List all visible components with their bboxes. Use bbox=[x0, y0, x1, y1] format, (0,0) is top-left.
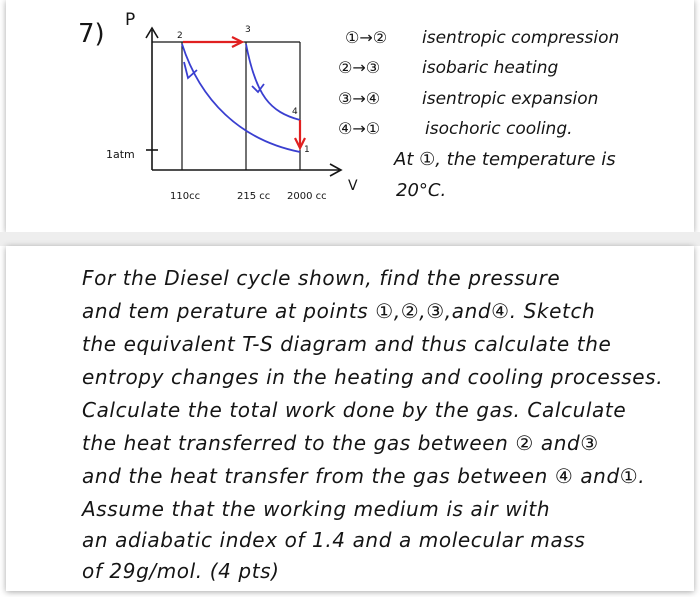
legend-2-3-points: ②→③ bbox=[338, 58, 381, 77]
process-legend bbox=[338, 28, 619, 139]
curve-1-2-isentropic-compression bbox=[182, 44, 300, 152]
legend-4-1-points: ④→① bbox=[338, 119, 381, 138]
problem-number: 7) bbox=[78, 19, 105, 49]
problem-line-6: the heat transferred to the gas between ② and③ bbox=[82, 431, 599, 455]
legend-3-4-points: ③→④ bbox=[338, 89, 381, 108]
volume-tick-2000: 2000 cc bbox=[287, 191, 327, 202]
point-label-1: 1 bbox=[304, 145, 310, 155]
point-label-4: 4 bbox=[292, 107, 298, 117]
note-line-2: 20°C. bbox=[396, 180, 447, 201]
problem-line-5: Calculate the total work done by the gas. Calculate bbox=[82, 398, 627, 422]
point-label-2: 2 bbox=[177, 31, 183, 41]
problem-line-2: and tem perature at points ①,②,③,and④. Sketch bbox=[82, 299, 596, 323]
v-axis-label: V bbox=[348, 178, 358, 194]
problem-line-8: Assume that the working medium is air with bbox=[82, 497, 551, 521]
problem-line-1: For the Diesel cycle shown, find the pressure bbox=[82, 266, 561, 290]
problem-line-7: and the heat transfer from the gas between ④ and①. bbox=[82, 464, 646, 488]
volume-tick-215: 215 cc bbox=[237, 191, 271, 202]
p-axis-label: P bbox=[125, 10, 136, 30]
legend-1-2-desc: isentropic compression bbox=[422, 28, 620, 48]
pv-diagram bbox=[0, 0, 700, 240]
legend-3-4-desc: isentropic expansion bbox=[422, 89, 599, 109]
note-line-1: At ①, the temperature is bbox=[394, 149, 616, 170]
atm-label: 1atm bbox=[106, 148, 135, 161]
legend-1-2-points: ①→② bbox=[345, 28, 388, 47]
problem-line-9: an adiabatic index of 1.4 and a molecular mass bbox=[82, 528, 586, 552]
legend-2-3-desc: isobaric heating bbox=[422, 58, 559, 78]
point-label-3: 3 bbox=[245, 25, 251, 35]
problem-line-10: of 29g/mol. (4 pts) bbox=[82, 559, 280, 583]
volume-tick-110: 110cc bbox=[170, 191, 201, 202]
problem-line-3: the equivalent T-S diagram and thus calculate the bbox=[82, 332, 612, 356]
problem-line-4: entropy changes in the heating and cooling processes. bbox=[82, 365, 664, 389]
legend-4-1-desc: isochoric cooling. bbox=[425, 119, 573, 139]
